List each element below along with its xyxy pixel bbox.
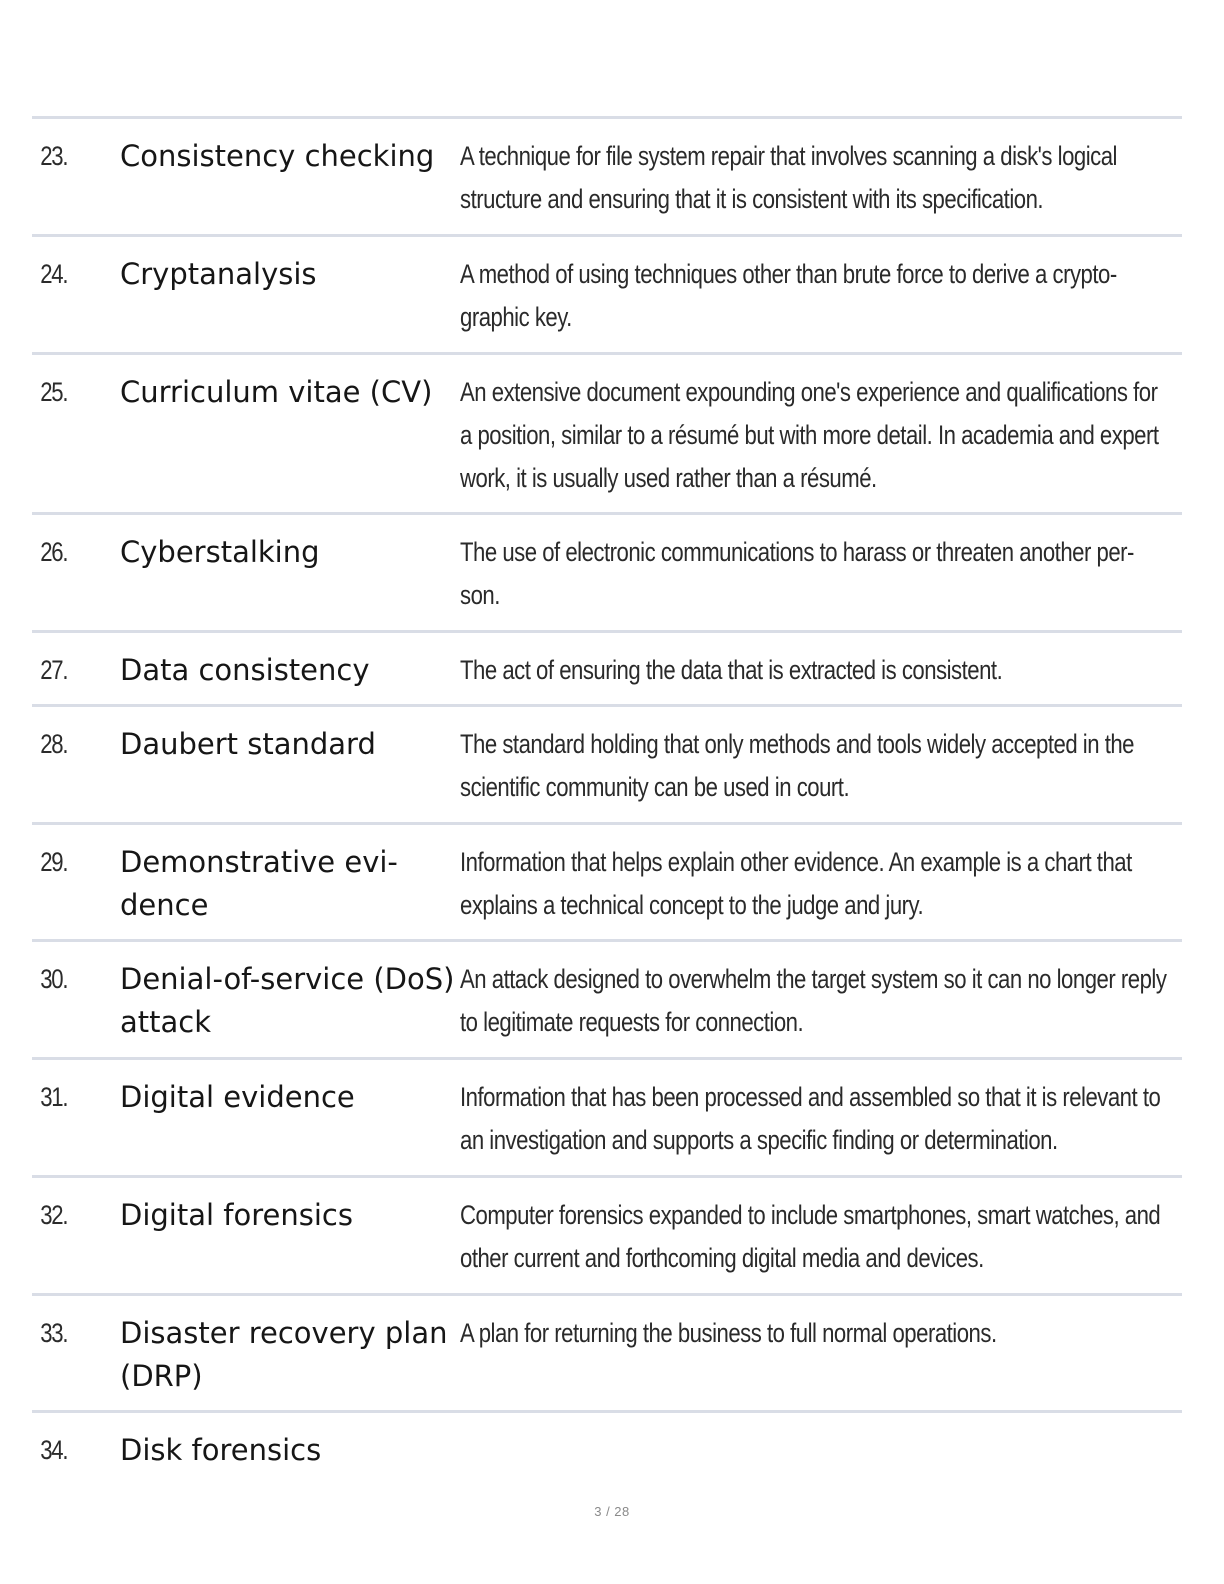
glossary-entry	[32, 707, 1182, 825]
glossary-entry	[32, 1178, 1182, 1296]
entry-number: 30.	[40, 964, 68, 994]
glossary-entry	[32, 942, 1182, 1060]
entry-definition-cell	[460, 253, 1182, 352]
glossary-entry	[32, 515, 1182, 633]
entry-definition: An extensive document expounding one's experience and qualifications for a position, similar to a résumé but with more detail. In academia and expert work, it is usually used rather than a résumé.	[460, 377, 1159, 493]
entry-number: 32.	[40, 1200, 68, 1230]
entry-number: 31.	[40, 1082, 68, 1112]
entry-definition: The act of ensuring the data that is extracted is consistent.	[460, 655, 1003, 685]
entry-definition-cell	[460, 1194, 1182, 1293]
entry-definition: The standard holding that only methods and tools widely accepted in the scientific community can be used in court.	[460, 729, 1135, 802]
entry-definition-cell	[460, 649, 1182, 704]
entry-term: Curriculum vitae (CV)	[120, 375, 433, 409]
entry-number: 28.	[40, 729, 68, 759]
entry-term: Demonstrative evi-dence	[120, 845, 398, 922]
entry-term: Consistency checking	[120, 139, 435, 173]
entry-definition-cell	[460, 1429, 1182, 1479]
entry-definition-cell	[460, 723, 1182, 822]
entry-definition-cell	[460, 371, 1182, 512]
glossary-entry	[32, 237, 1182, 355]
entry-definition: An attack designed to overwhelm the target system so it can no longer reply to legitimate requests for connection.	[460, 964, 1167, 1037]
entry-term: Digital forensics	[120, 1198, 353, 1232]
entry-definition-cell	[460, 531, 1182, 630]
entry-term: Digital evidence	[120, 1080, 355, 1114]
glossary-entry	[32, 119, 1182, 237]
entry-number: 33.	[40, 1318, 68, 1348]
entry-definition: A plan for returning the business to full normal operations.	[460, 1318, 997, 1348]
entry-definition-cell	[460, 135, 1182, 234]
entry-definition-cell	[460, 958, 1182, 1057]
entry-definition: A technique for file system repair that involves scanning a disk's logical structure and ensuring that it is consistent with its specification.	[460, 141, 1117, 214]
entry-definition: Information that has been processed and assembled so that it is relevant to an investigation and supports a specific finding or determination.	[460, 1082, 1161, 1155]
entry-definition: A method of using techniques other than brute force to derive a crypto-graphic key.	[460, 259, 1117, 332]
entry-definition: Information that helps explain other evidence. An example is a chart that explains a technical concept to the judge and jury.	[460, 847, 1132, 920]
glossary-entry	[32, 1413, 1182, 1479]
entry-term: Daubert standard	[120, 727, 376, 761]
page-indicator: 3 / 28	[594, 1504, 630, 1519]
glossary-table	[32, 116, 1182, 1479]
entry-definition-cell	[460, 1312, 1182, 1410]
glossary-entry	[32, 825, 1182, 942]
glossary-entry	[32, 1060, 1182, 1178]
entry-term: Disk forensics	[120, 1433, 322, 1467]
entry-definition-cell	[460, 841, 1182, 939]
entry-number: 29.	[40, 847, 68, 877]
entry-definition: Computer forensics expanded to include smartphones, smart watches, and other current and forthcoming digital media and devices.	[460, 1200, 1161, 1273]
entry-number: 25.	[40, 377, 68, 407]
entry-definition: The use of electronic communications to harass or threaten another per-son.	[460, 537, 1134, 610]
entry-number: 34.	[40, 1435, 68, 1465]
entry-term: Data consistency	[120, 653, 370, 687]
entry-number: 24.	[40, 259, 68, 289]
entry-number: 27.	[40, 655, 68, 685]
entry-definition-cell	[460, 1076, 1182, 1175]
entry-term: Cryptanalysis	[120, 257, 317, 291]
glossary-entry	[32, 1296, 1182, 1413]
glossary-entry	[32, 355, 1182, 515]
entry-term: Disaster recovery plan (DRP)	[120, 1316, 448, 1393]
entry-term: Cyberstalking	[120, 535, 320, 569]
entry-number: 23.	[40, 141, 68, 171]
entry-term: Denial-of-service (DoS) attack	[120, 962, 455, 1039]
entry-number: 26.	[40, 537, 68, 567]
glossary-entry	[32, 633, 1182, 707]
